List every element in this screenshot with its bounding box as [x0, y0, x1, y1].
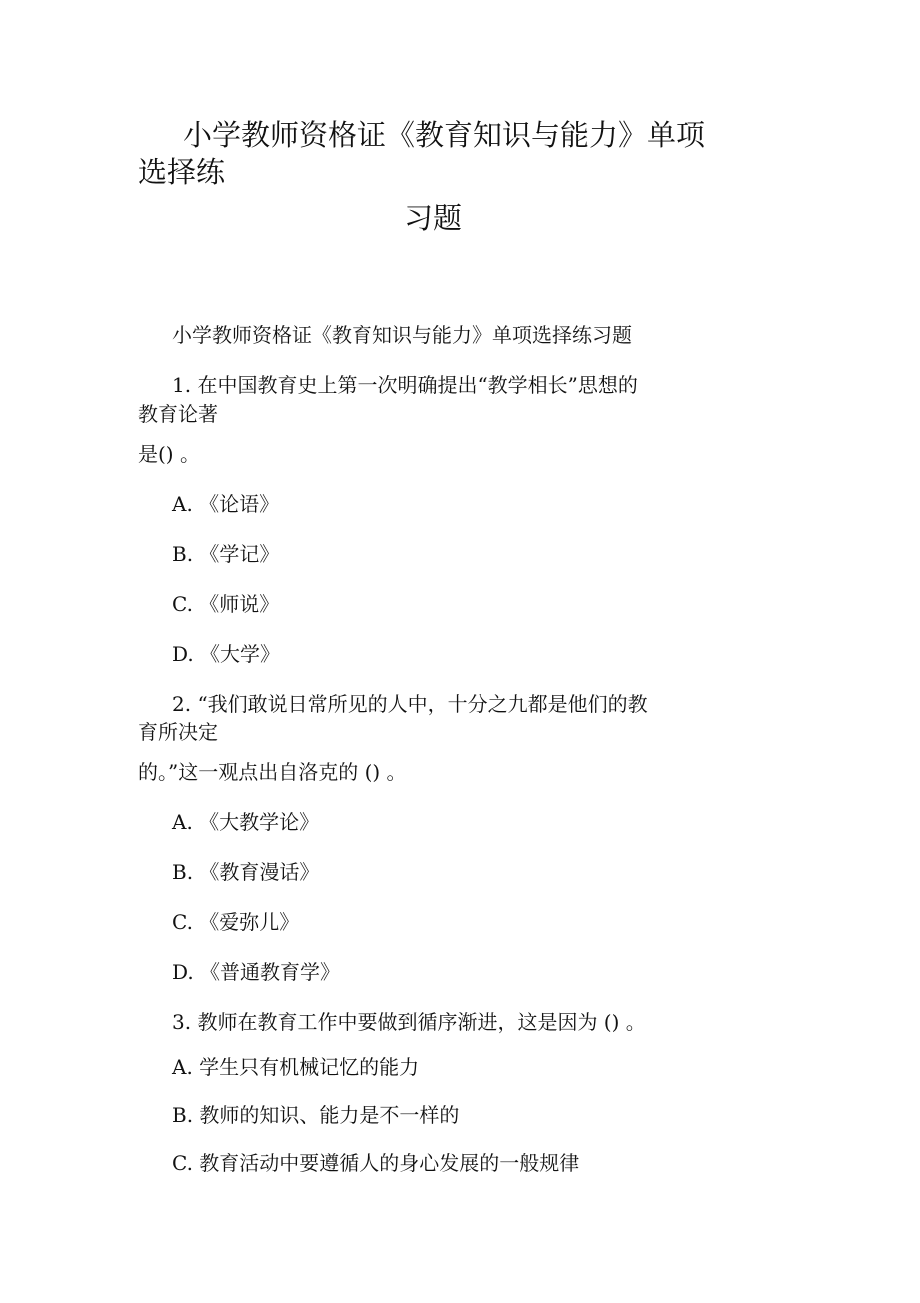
- q2-option-a: A. 《大教学论》: [172, 810, 320, 834]
- doc-title-line-3: 习题: [404, 201, 463, 235]
- q1-stem-line-2: 教育论著: [138, 402, 218, 426]
- q2-option-d: D. 《普通教育学》: [172, 960, 341, 984]
- q1-stem-line-3: 是() 。: [138, 442, 200, 466]
- q2-stem-line-1: 2. “我们敢说日常所见的人中，十分之九都是他们的教: [172, 692, 648, 716]
- q2-option-c: C. 《爱弥儿》: [172, 910, 300, 934]
- q2-stem-line-2: 育所决定: [138, 720, 218, 744]
- q1-stem-line-1: 1. 在中国教育史上第一次明确提出“教学相长”思想的: [172, 373, 638, 397]
- q1-option-a: A. 《论语》: [172, 492, 280, 516]
- doc-title-line-1: 小学教师资格证《教育知识与能力》单项: [183, 118, 706, 152]
- doc-title-line-2: 选择练: [138, 155, 226, 189]
- q3-option-c: C. 教育活动中要遵循人的身心发展的一般规律: [172, 1151, 580, 1175]
- q2-stem-line-3: 的。”这一观点出自洛克的 () 。: [138, 760, 407, 784]
- q3-option-a: A. 学生只有机械记忆的能力: [172, 1055, 420, 1079]
- q1-option-b: B. 《学记》: [172, 542, 280, 566]
- q2-option-b: B. 《教育漫话》: [172, 860, 320, 884]
- q1-option-d: D. 《大学》: [172, 642, 281, 666]
- doc-subtitle: 小学教师资格证《教育知识与能力》单项选择练习题: [172, 323, 632, 347]
- q1-option-c: C. 《师说》: [172, 592, 280, 616]
- q3-option-b: B. 教师的知识、能力是不一样的: [172, 1103, 460, 1127]
- q3-stem-line-1: 3. 教师在教育工作中要做到循序渐进，这是因为 () 。: [172, 1010, 646, 1034]
